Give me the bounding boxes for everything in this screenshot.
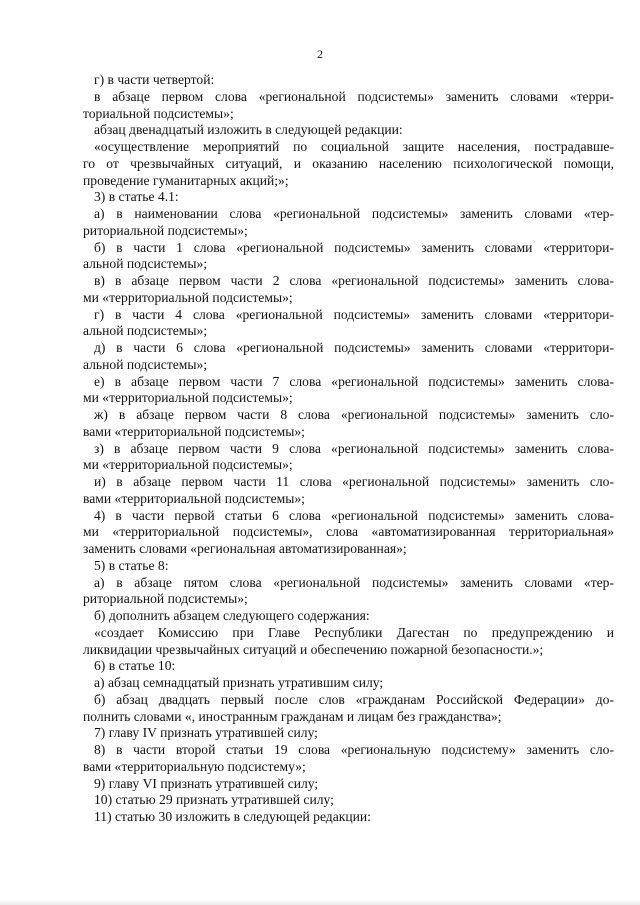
document-body (83, 72, 614, 826)
paragraph-line: го от чрезвычайных ситуаций, и оказанию населению психологической помощи, (83, 155, 614, 171)
paragraph-line: 5) в статье 8: (94, 557, 169, 573)
paragraph (83, 139, 614, 189)
paragraph (83, 206, 614, 240)
scan-edge (0, 899, 640, 905)
paragraph-line: г) в части 4 слова «региональной подсистемы» заменить словами «территори- (94, 306, 614, 322)
paragraph-line: риториальной подсистемы»; (83, 591, 248, 607)
paragraph (83, 340, 614, 374)
paragraph-line: альной подсистемы»; (83, 323, 208, 339)
paragraph (83, 89, 614, 123)
paragraph-line: 8) в части второй статьи 19 слова «региональную подсистему» заменить сло- (94, 742, 614, 757)
paragraph (83, 307, 614, 341)
paragraph-line: а) абзац семнадцатый признать утратившим силу; (94, 675, 384, 690)
paragraph-line: а) в наименовании слова «региональной подсистемы» заменить словами «тер- (94, 206, 614, 221)
paragraph-line: 4) в части первой статьи 6 слова «региональной подсистемы» заменить слова- (94, 507, 614, 523)
paragraph-line: ми «территориальной подсистемы»; (83, 390, 293, 406)
paragraph-line: риториальной подсистемы»; (83, 222, 248, 238)
paragraph (83, 558, 614, 575)
paragraph (83, 742, 614, 776)
paragraph-line: г) в части четвертой: (94, 72, 215, 87)
paragraph (83, 658, 614, 675)
paragraph-line: ми «территориальной подсистемы», слова «автоматизированная территориальная» (83, 524, 614, 540)
paragraph-line: б) дополнить абзацем следующего содержания: (94, 608, 370, 623)
paragraph-line: вами «территориальную подсистему»; (83, 758, 306, 774)
paragraph (83, 725, 614, 742)
paragraph-line: б) абзац двадцать первый после слов «гражданам Российской Федерации» до- (94, 691, 614, 707)
paragraph-line: б) в части 1 слова «региональной подсистемы» заменить словами «территори- (94, 239, 614, 255)
paragraph-line: вами «территориальной подсистемы»; (83, 423, 305, 439)
paragraph (83, 72, 614, 89)
paragraph-line: «создает Комиссию при Главе Республики Дагестан по предупреждению и (94, 624, 614, 640)
paragraph-line: 7) главу IV признать утратившей силу; (94, 725, 318, 741)
paragraph-line: альной подсистемы»; (83, 256, 208, 272)
paragraph (83, 675, 614, 692)
paragraph (83, 608, 614, 625)
paragraph-line: и) в абзаце первом части 11 слова «региональной подсистемы» заменить сло- (94, 474, 614, 489)
paragraph (83, 625, 614, 659)
paragraph-line: в абзаце первом слова «региональной подсистемы» заменить словами «терри- (94, 88, 614, 104)
paragraph-line: е) в абзаце первом части 7 слова «региональной подсистемы» заменить слова- (94, 373, 614, 389)
paragraph-line: альной подсистемы»; (83, 356, 208, 372)
paragraph-line: полнить словами «, иностранным гражданам и лицам без гражданства»; (83, 708, 502, 724)
paragraph (83, 809, 614, 826)
paragraph (83, 122, 614, 139)
paragraph-line: 6) в статье 10: (94, 658, 176, 674)
paragraph-line: в) в абзаце первом части 2 слова «региональной подсистемы» заменить слова- (94, 273, 614, 288)
paragraph-line: д) в части 6 слова «региональной подсистемы» заменить словами «территори- (94, 340, 614, 355)
paragraph (83, 508, 614, 558)
paragraph-line: а) в абзаце пятом слова «региональной подсистемы» заменить словами «тер- (94, 574, 614, 590)
paragraph (83, 575, 614, 609)
paragraph-line: 10) статью 29 признать утратившей силу; (94, 792, 334, 808)
paragraph-line: 9) главу VI признать утратившей силу; (94, 775, 319, 791)
paragraph-line: з) в абзаце первом части 9 слова «региональной подсистемы» заменить слова- (94, 440, 614, 456)
paragraph (83, 792, 614, 809)
paragraph-line: ми «территориальной подсистемы»; (83, 289, 293, 305)
paragraph (83, 189, 614, 206)
paragraph-line: вами «территориальной подсистемы»; (83, 490, 305, 506)
paragraph (83, 407, 614, 441)
paragraph-line: ж) в абзаце первом части 8 слова «региональной подсистемы» заменить сло- (94, 407, 614, 422)
paragraph-line: проведение гуманитарных акций;»; (83, 172, 289, 188)
paragraph-line: абзац двенадцатый изложить в следующей редакции: (94, 122, 403, 138)
paragraph-line: ми «территориальной подсистемы»; (83, 457, 293, 473)
paragraph-line: ториальной подсистемы»; (83, 105, 234, 121)
paragraph-line: 3) в статье 4.1: (94, 189, 179, 205)
paragraph (83, 240, 614, 274)
page-number: 2 (317, 47, 323, 61)
paragraph-line: заменить словами «региональная автоматизированная»; (83, 541, 407, 556)
paragraph (83, 441, 614, 475)
paragraph (83, 776, 614, 793)
paragraph-line: «осуществление мероприятий по социальной защите населения, пострадавше- (94, 139, 614, 154)
paragraph-line: ликвидации чрезвычайных ситуаций и обеспечению пожарной безопасности.»; (83, 641, 544, 657)
paragraph (83, 273, 614, 307)
paragraph (83, 474, 614, 508)
paragraph-line: 11) статью 30 изложить в следующей редакции: (94, 809, 371, 824)
paragraph (83, 692, 614, 726)
paragraph (83, 374, 614, 408)
